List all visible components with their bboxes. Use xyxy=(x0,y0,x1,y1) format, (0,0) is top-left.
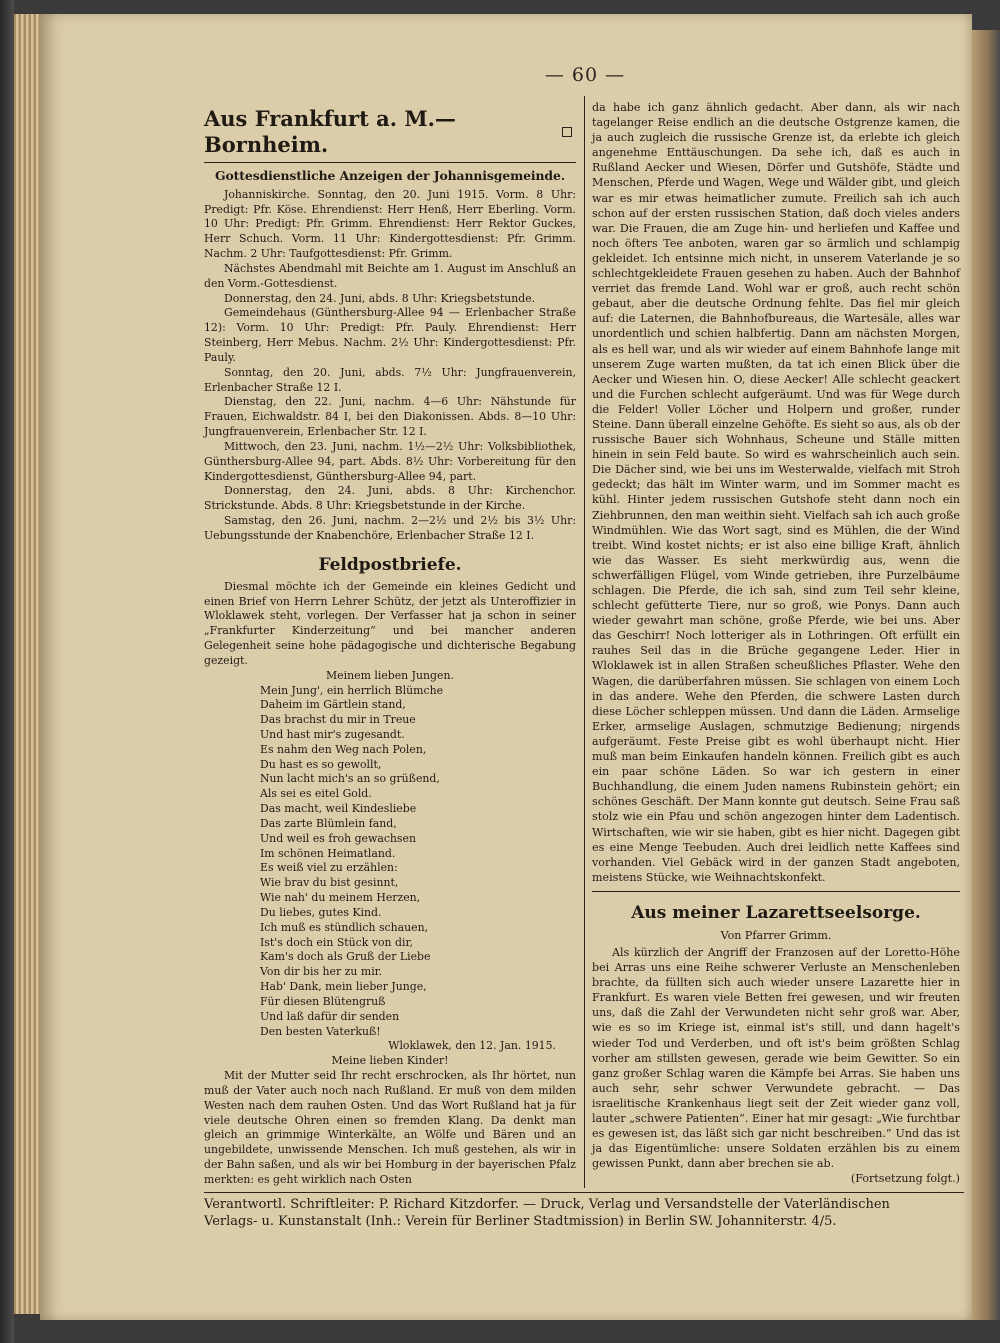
page-number: — 60 — xyxy=(544,64,626,86)
feldpost-intro: Diesmal möchte ich der Gemeinde ein kleines Gedicht und einen Brief von Herrn Lehrer Schütz, der jetzt als Unteroffizier in Wloklawek steht, vorlegen. Der Verfasser hat ja schon in seiner „Frankfurter Kinderzeitung“ und bei mancher anderen Gelegenheit seine hohe pädagogische und dichterische Begabung gezeigt. xyxy=(204,579,576,667)
announcement-paragraph: Nächstes Abendmahl mit Beichte am 1. August im Anschluß an den Vorm.-Gottesdienst. xyxy=(204,261,576,290)
page-right-edge xyxy=(972,30,1000,1320)
continuation-note: (Fortsetzung folgt.) xyxy=(850,1172,960,1186)
poem-line: Nun lacht mich's an so grüßend, xyxy=(260,772,440,786)
poem-stanza xyxy=(204,743,576,802)
imprint-line: Verlags- u. Kunstanstalt (Inh.: Verein für Berliner Stadtmission) in Berlin SW. Johanniterstr. 4/5. xyxy=(204,1214,837,1229)
section-title xyxy=(204,106,576,163)
poem-line: Im schönen Heimatland. xyxy=(260,846,396,860)
announcements-subtitle: Gottesdienstliche Anzeigen der Johannisgemeinde. xyxy=(215,168,565,183)
poem-line: Daheim im Gärtlein stand, xyxy=(260,698,406,712)
announcement-paragraph: Mittwoch, den 23. Juni, nachm. 1½—2½ Uhr: Volksbibliothek, Günthersburg-Allee 94, part. Abds. 8½ Uhr: Vorbereitung für den Kindergottesdienst, Günthersburg-Allee 94, part. xyxy=(204,439,576,483)
feldpost-heading: Feldpostbriefe. xyxy=(318,554,462,575)
poem-line: Und weil es froh gewachsen xyxy=(260,831,416,845)
section-marker-icon xyxy=(562,127,572,137)
poem-line: Es nahm den Weg nach Polen, xyxy=(260,742,427,756)
poem-stanza xyxy=(204,861,576,920)
imprint-line: Verantwortl. Schriftleiter: P. Richard Kitzdorfer. — Druck, Verlag und Versandstelle der Vaterländischen xyxy=(204,1197,890,1212)
lazarett-body: Als kürzlich der Angriff der Franzosen auf der Loretto-Höhe bei Arras uns eine Reihe schwerer Verluste an Menschenleben brachte, da füllten sich auch wieder unsere Lazarette hier in Frankfurt. Es waren viele Betten frei gewesen, und wir freuten uns, daß die Zahl der Verwundeten nicht sehr groß war. Aber, wie es so im Kriege ist, einmal ist's still, und dann hagelt's wieder Tod und Verderben, und oft ist's beim größten Schlag vorher am stillsten gewesen, gerade wie beim Gewitter. So ein ganz großer Schlag waren die Kämpfe bei Arras. Sie haben uns auch sehr, sehr schwer Verwundete gebracht. — Das israelitische Krankenhaus liegt seit der Zeit wieder ganz voll, lauter „schwere Patienten“. Einer hat mir gesagt: „Wie furchtbar es gewesen ist, das läßt sich gar nicht beschreiben.“ Und das ist ja das Eigentümliche: unsere Soldaten erzählen bis zu einem gewissen Punkt, dann aber brechen sie ab. xyxy=(592,945,960,1171)
announcement-paragraph: Sonntag, den 20. Juni, abds. 7½ Uhr: Jungfrauenverein, Erlenbacher Straße 12 I. xyxy=(204,365,576,394)
poem-line: Das zarte Blümlein fand, xyxy=(260,816,397,830)
poem-line: Wie nah' du meinem Herzen, xyxy=(260,891,421,905)
announcement-paragraph: Dienstag, den 22. Juni, nachm. 4—6 Uhr: Nähstunde für Frauen, Eichwaldstr. 84 I, bei den Diakonissen. Abds. 8—10 Uhr: Jungfrauenverein, Erlenbacher Str. 12 I. xyxy=(204,395,576,439)
poem-line: Ist's doch ein Stück von dir, xyxy=(260,935,413,949)
column-divider xyxy=(584,96,585,1188)
poem-stanza xyxy=(204,802,576,861)
poem-line: Von dir bis her zu mir. xyxy=(260,965,383,979)
poem xyxy=(204,684,576,1040)
poem-line: Du liebes, gutes Kind. xyxy=(260,905,382,919)
poem-line: Wie brav du bist gesinnt, xyxy=(260,876,399,890)
imprint-footer xyxy=(204,1196,964,1230)
poem-line: Mein Jung', ein herrlich Blümche xyxy=(260,683,444,697)
poem-line: Hab' Dank, mein lieber Junge, xyxy=(260,980,427,994)
poem-line: Den besten Vaterkuß! xyxy=(260,1024,381,1038)
poem-stanza xyxy=(204,684,576,743)
lazarett-heading: Aus meiner Lazarettseelsorge. xyxy=(631,902,921,923)
poem-line: Ich muß es stündlich schauen, xyxy=(260,920,429,934)
section-title-text: Aus Frankfurt a. M.—Bornheim. xyxy=(204,106,456,157)
poem-line: Und hast mir's zugesandt. xyxy=(260,727,405,741)
right-column xyxy=(592,100,960,1186)
letter-body: Mit der Mutter seid Ihr recht erschrocken, als Ihr hörtet, nun muß der Vater auch noch nach Rußland. Er muß von dem milden Westen nach dem rauhen Osten. Und das Wort Rußland hat ja für viele deutsche Ohren einen so fremden Klang. Da denkt man gleich an grimmige Winterkälte, an Wölfe und Bären und an ungebildete, unwissende Menschen. Ich muß gestehen, als wir in der Bahn saßen, und als wir bei Homburg in der bayerischen Pfalz merkten: es geht wirklich nach Osten xyxy=(204,1069,576,1186)
poem-stanza xyxy=(204,980,576,1039)
announcement-paragraph: Johanniskirche. Sonntag, den 20. Juni 1915. Vorm. 8 Uhr: Predigt: Pfr. Köse. Ehrendienst: Herr Henß, Herr Eberling. Vorm. 10 Uhr: Predigt: Pfr. Grimm. Ehrendienst: Herr Rektor Guckes, Herr Schuch. Vorm. 11 Uhr: Kindergottesdienst: Pfr. Grimm. Nachm. 2 Uhr: Taufgottesdienst: Pfr. Grimm. xyxy=(204,187,576,261)
page-stack-edge xyxy=(14,14,40,1314)
letter-dateline: Wloklawek, den 12. Jan. 1915. xyxy=(388,1039,556,1053)
lazarett-byline: Von Pfarrer Grimm. xyxy=(720,928,832,942)
letter-salutation: Meine lieben Kinder! xyxy=(331,1054,449,1068)
poem-line: Und laß dafür dir senden xyxy=(260,1009,400,1023)
poem-line: Kam's doch als Gruß der Liebe xyxy=(260,950,431,964)
footer-rule xyxy=(204,1192,964,1193)
poem-line: Das macht, weil Kindesliebe xyxy=(260,802,417,816)
poem-line: Es weiß viel zu erzählen: xyxy=(260,861,398,875)
announcement-paragraph: Samstag, den 26. Juni, nachm. 2—2½ und 2½ bis 3½ Uhr: Uebungsstunde der Knabenchöre, Erlenbacher Straße 12 I. xyxy=(204,514,576,542)
poem-stanza xyxy=(204,921,576,980)
poem-line: Das brachst du mir in Treue xyxy=(260,713,416,727)
book-binding xyxy=(0,0,14,1343)
left-column xyxy=(204,106,576,1188)
poem-line: Für diesen Blütengruß xyxy=(260,994,386,1008)
announcement-paragraph: Donnerstag, den 24. Juni, abds. 8 Uhr: Kriegsbetstunde. xyxy=(224,291,536,305)
letter-continued: da habe ich ganz ähnlich gedacht. Aber dann, als wir nach tagelanger Reise endlich an die deutsche Ostgrenze kamen, die ja auch zugleich die russische Grenze ist, da erlebte ich gleich angenehme Enttäuschungen. Da sehe ich, daß es auch in Rußland Aecker und Wiesen, Dörfer und Gutshöfe, Städte und Menschen, Pferde und Wagen, Wege und Wälder gibt, und gleich war es mir etwas heimatlicher zumute. Freilich sah ich auch schon auf der ersten russischen Station, daß doch vieles anders war. Die Frauen, die am Zuge hin- und herliefen und Kaffee und noch öfters Tee anboten, waren gar so ärmlich und schlampig gekleidet. Ich entsinne mich nicht, in unserem Vaterlande je so schlechtgekleidete Frauen gesehen zu haben. Auch der Bahnhof verriet das fremde Land. Wohl war er groß, auch recht schön gebaut, aber die deutsche Ordnung fehlte. Das fiel mir gleich auf: die Laternen, die Bahnhofbureaus, die Wartesäle, alles war unordentlich und schien halbfertig. Dann am nächsten Morgen, als es hell war, und als wir wieder auf einem Bahnhofe lange mit unserem Zuge warten mußten, da tat ich einen Blick über die Aecker und Wiesen hin. O, diese Aecker! Alle schlecht geackert und die Furchen schlecht aufgeräumt. Und was für Wege durch die Felder! Voller Löcher und Holpern und großer, runder Steine. Dann überall einzelne Gehöfte. Es sieht so aus, als ob der russische Bauer sich Wohnhaus, Scheune und Ställe mitten hinein in sein Feld baute. So wird es wahrscheinlich auch sein. Die Dächer sind, wie bei uns im Westerwalde, vielfach mit Stroh gedeckt; das hält im Winter warm, und im Sommer macht es kühl. Hinter jedem russischen Gutshofe steht dann noch ein Ziehbrunnen, den man weithin sieht. Vielfach sah ich auch große Windmühlen. Wie das Wort sagt, sind es Mühlen, die der Wind treibt. Wind kostet nichts; er ist also eine billige Kraft, ähnlich wie das Wasser. Es sieht merkwürdig aus, wenn die schwerfälligen Flügel, vom Winde getrieben, ihre Purzelbäume schlagen. Die Pferde, die ich sah, sind zum Teil sehr kleine, schlecht gefütterte Tiere, nur so groß, wie Ponys. Dann auch wieder gewahrt man schöne, große Pferde, wie bei uns. Aber das Geschirr! Noch lotteriger als in Lothringen. Oft erfüllt ein rauhes Seil das in die Brüche gegangene Leder. Hier in Wloklawek ist in allen Straßen scheußliches Pflaster. Wehe den Wagen, die darüberfahren müssen. Sie schlagen von einem Loch in das andere. Wehe den Pferden, die schwere Lasten durch diese Löcher schleppen müssen. Und dann die Läden. Armselige Erker, armselige Auslagen, schmutzige Bedienung; nirgends aufgeräumt. Feste Preise gibt es wohl überhaupt nicht. Hier muß man beim Einkaufen handeln können. Freilich gibt es auch ein paar schöne Läden. So war ich gestern in einer Buchhandlung, die einem Juden namens Rubinstein gehört; ein schönes Geschäft. Der Mann konnte gut deutsch. Seine Frau saß stolz wie ein Pfau und schön angezogen hinter dem Ladentisch. Wirtschaften, wie wir sie haben, gibt es hier nicht. Dagegen gibt es eine Menge Teebuden. Auch drei leidlich nette Kaffees sind vorhanden. Viel Gebäck wird in der ganzen Stadt angeboten, meistens Stücke, wie Weihnachtskonfekt. xyxy=(592,101,960,884)
poem-salutation: Meinem lieben Jungen. xyxy=(326,668,454,682)
section-divider xyxy=(592,891,960,892)
announcement-paragraph: Donnerstag, den 24. Juni, abds. 8 Uhr: Kirchenchor. Strickstunde. Abds. 8 Uhr: Kriegsbetstunde in der Kirche. xyxy=(204,484,576,513)
poem-line: Als sei es eitel Gold. xyxy=(260,787,372,801)
poem-line: Du hast es so gewollt, xyxy=(260,757,382,771)
announcement-paragraph: Gemeindehaus (Günthersburg-Allee 94 — Erlenbacher Straße 12): Vorm. 10 Uhr: Predigt: Pfr. Pauly. Ehrendienst: Herr Steinberg, Herr Mebus. Nachm. 2½ Uhr: Kindergottesdienst: Pfr. Pauly. xyxy=(204,306,576,364)
